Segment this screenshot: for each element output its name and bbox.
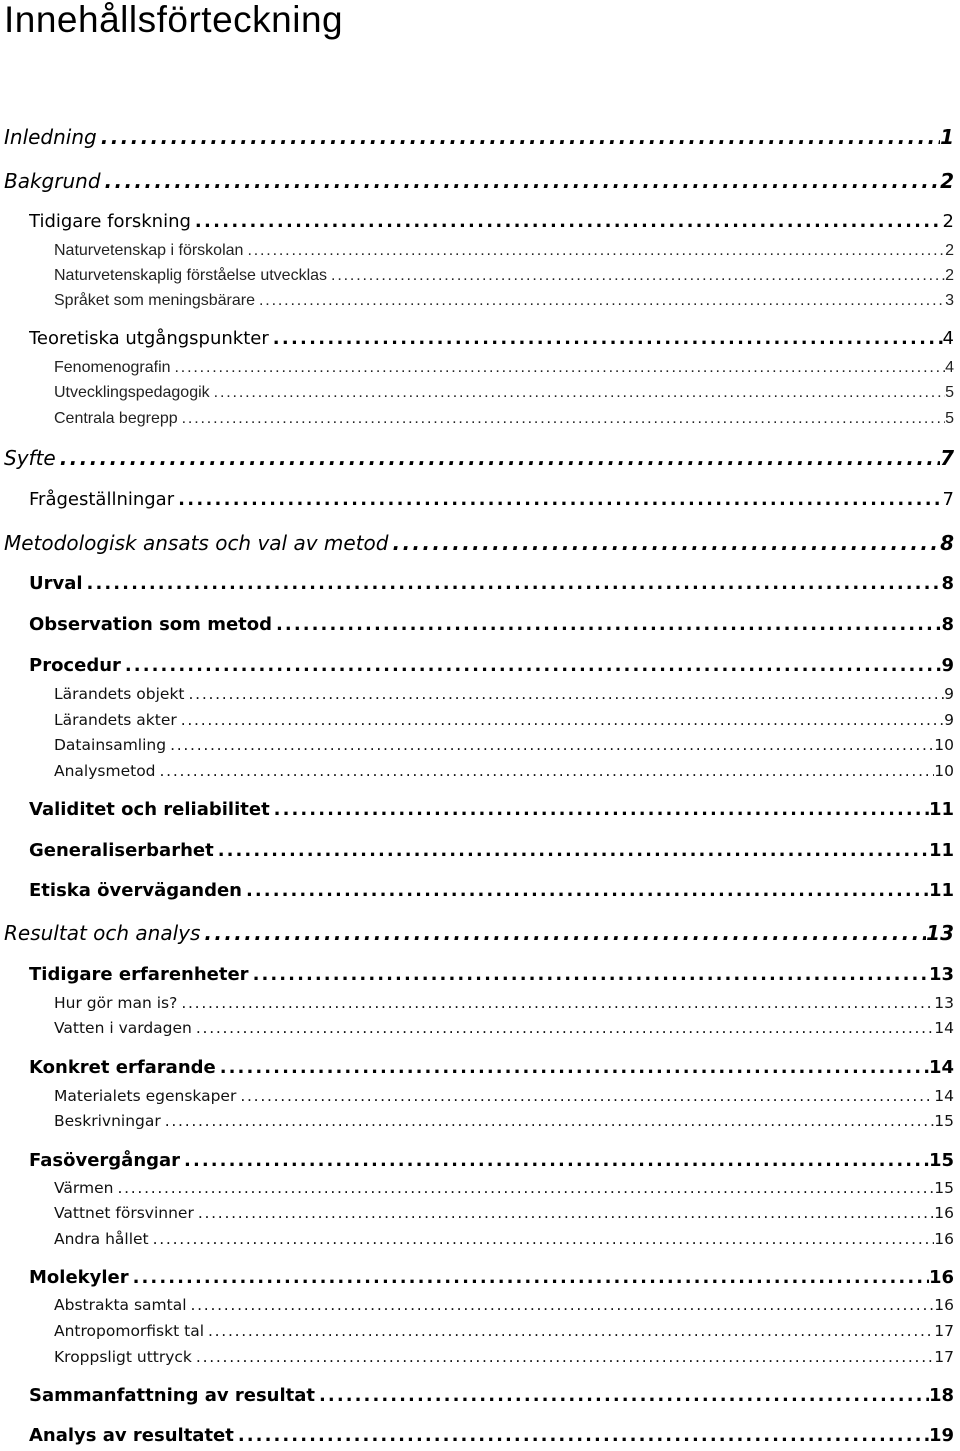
- toc-entry-title: Centrala begrepp: [54, 410, 178, 427]
- toc-entry-validitet-och-reliabilitet[interactable]: [29, 795, 954, 825]
- toc-entry-vatten-i-vardagen[interactable]: [54, 1013, 954, 1043]
- toc-entry-urval[interactable]: [29, 569, 954, 599]
- dot-leader: [56, 443, 940, 473]
- toc-entry-title: Vattnet försvinner: [54, 1204, 194, 1222]
- toc-entry-page: 15: [934, 1112, 954, 1130]
- dot-leader: [272, 610, 941, 640]
- toc-entry-title: Fenomenografin: [54, 359, 171, 376]
- dot-leader: [97, 122, 940, 152]
- toc-entry-page: 10: [934, 736, 954, 754]
- toc-entry-page: 8: [940, 531, 954, 555]
- toc-entry-title: Frågeställningar: [29, 489, 175, 510]
- toc-entry-page: 16: [928, 1267, 954, 1288]
- toc-entry-page: 18: [928, 1385, 954, 1406]
- toc-entry-title: Värmen: [54, 1179, 114, 1197]
- toc-entry-bakgrund[interactable]: [4, 166, 954, 196]
- toc-entry-title: Datainsamling: [54, 736, 167, 754]
- dot-leader: [174, 485, 942, 515]
- toc-entry-title: Språket som meningsbärare: [54, 292, 255, 309]
- toc-entry-page: 11: [928, 799, 954, 820]
- toc-entry-title: Antropomorfiskt tal: [54, 1322, 204, 1340]
- toc-entry-andra-hallet[interactable]: [54, 1224, 954, 1254]
- toc-entry-title: Kroppsligt uttryck: [54, 1348, 192, 1366]
- dot-leader: [269, 324, 943, 354]
- toc-entry-title: Analysmetod: [54, 762, 156, 780]
- toc-entry-page: 14: [934, 1087, 954, 1105]
- toc-entry-title: Beskrivningar: [54, 1112, 161, 1130]
- toc-entry-title: Lärandets objekt: [54, 685, 185, 703]
- toc-entry-page: 17: [934, 1348, 954, 1366]
- toc-entry-page: 14: [934, 1019, 954, 1037]
- toc-entry-metodologisk-ansats[interactable]: [4, 528, 954, 558]
- toc-entry-title: Molekyler: [29, 1267, 129, 1288]
- toc-entry-title: Konkret erfarande: [29, 1057, 216, 1078]
- dot-leader: [180, 1146, 929, 1176]
- toc-entry-title: Vatten i vardagen: [54, 1019, 192, 1037]
- toc-entry-page: 11: [928, 840, 954, 861]
- toc-entry-page: 9: [944, 685, 954, 703]
- toc-entry-syfte[interactable]: [4, 443, 954, 473]
- dot-leader: [315, 1381, 929, 1411]
- toc-entry-page: 8: [941, 614, 954, 635]
- dot-leader: [192, 1013, 934, 1043]
- toc-entry-analysmetod[interactable]: [54, 756, 954, 786]
- toc-entry-sammanfattning-av-resultat[interactable]: [29, 1381, 954, 1411]
- toc-entry-title: Hur gör man is?: [54, 994, 178, 1012]
- toc-entry-title: Metodologisk ansats och val av metod: [4, 531, 389, 555]
- toc-entry-title: Materialets egenskaper: [54, 1087, 237, 1105]
- toc-entry-page: 17: [934, 1322, 954, 1340]
- toc-entry-page: 5: [945, 410, 954, 427]
- toc-entry-title: Fasövergångar: [29, 1150, 181, 1171]
- toc-entry-page: 13: [928, 964, 954, 985]
- dot-leader: [161, 1106, 935, 1136]
- toc-entry-tidigare-erfarenheter[interactable]: [29, 960, 954, 990]
- toc-entry-fasovergangar[interactable]: [29, 1146, 954, 1176]
- toc-entry-page: 2: [942, 211, 954, 232]
- toc-entry-title: Tidigare erfarenheter: [29, 964, 249, 985]
- toc-entry-page: 4: [942, 328, 954, 349]
- toc-entry-fragestallningar[interactable]: [29, 485, 954, 515]
- toc-entry-spraket-som-meningsbarare[interactable]: [54, 286, 954, 316]
- toc-entry-title: Naturvetenskaplig förståelse utvecklas: [54, 267, 328, 284]
- toc-entry-teoretiska-utgangspunkter[interactable]: [29, 324, 954, 354]
- toc-entry-kroppsligt-uttryck[interactable]: [54, 1342, 954, 1372]
- toc-entry-page: 8: [941, 573, 954, 594]
- toc-entry-page: 16: [934, 1296, 954, 1314]
- toc-entry-page: 1: [940, 125, 954, 149]
- dot-leader: [214, 836, 929, 866]
- dot-leader: [101, 166, 941, 196]
- toc-entry-page: 13: [934, 994, 954, 1012]
- toc-entry-resultat-och-analys[interactable]: [4, 918, 954, 948]
- toc-entry-title: Tidigare forskning: [29, 211, 191, 232]
- toc-entry-molekyler[interactable]: [29, 1263, 954, 1293]
- toc-entry-title: Teoretiska utgångspunkter: [29, 328, 269, 349]
- toc-entry-title: Generaliserbarhet: [29, 840, 214, 861]
- toc-entry-konkret-erfarande[interactable]: [29, 1053, 954, 1083]
- dot-leader: [191, 207, 943, 237]
- dot-leader: [156, 756, 935, 786]
- toc-entry-title: Sammanfattning av resultat: [29, 1385, 316, 1406]
- toc-entry-page: 7: [942, 489, 954, 510]
- dot-leader: [121, 651, 942, 681]
- toc-entry-title: Andra hållet: [54, 1230, 149, 1248]
- dot-leader: [242, 876, 929, 906]
- toc-entry-title: Naturvetenskap i förskolan: [54, 242, 244, 259]
- toc-entry-page: 13: [926, 921, 954, 945]
- dot-leader: [249, 960, 929, 990]
- toc-entry-analys-av-resultatet[interactable]: [29, 1421, 954, 1451]
- toc-entry-etiska-overvaganden[interactable]: [29, 876, 954, 906]
- dot-leader: [83, 569, 942, 599]
- toc-entry-title: Analys av resultatet: [29, 1425, 234, 1446]
- toc-entry-title: Inledning: [4, 125, 97, 149]
- dot-leader: [178, 404, 945, 434]
- dot-leader: [216, 1053, 929, 1083]
- toc-entry-title: Lärandets akter: [54, 711, 177, 729]
- toc-entry-page: 2: [945, 242, 954, 259]
- toc-entry-title: Urval: [29, 573, 83, 594]
- toc-entry-generaliserbarhet[interactable]: [29, 836, 954, 866]
- toc-entry-page: 2: [940, 169, 954, 193]
- toc-entry-title: Resultat och analys: [4, 921, 201, 945]
- toc-entry-title: Abstrakta samtal: [54, 1296, 187, 1314]
- toc-entry-page: 7: [940, 446, 954, 470]
- toc-entry-page: 19: [928, 1425, 954, 1446]
- dot-leader: [149, 1224, 935, 1254]
- toc-entry-page: 11: [928, 880, 954, 901]
- toc-entry-observation-som-metod[interactable]: [29, 610, 954, 640]
- toc-entry-tidigare-forskning[interactable]: [29, 207, 954, 237]
- toc-entry-page: 3: [945, 292, 954, 309]
- dot-leader: [200, 918, 926, 948]
- toc-entry-procedur[interactable]: [29, 651, 954, 681]
- toc-entry-page: 10: [934, 762, 954, 780]
- toc-entry-title: Bakgrund: [4, 169, 101, 193]
- dot-leader: [270, 795, 929, 825]
- toc-entry-title: Observation som metod: [29, 614, 273, 635]
- toc-entry-title: Etiska överväganden: [29, 880, 242, 901]
- toc-entry-centrala-begrepp[interactable]: [54, 404, 954, 434]
- toc-entry-page: 15: [934, 1179, 954, 1197]
- page-title: Innehållsförteckning: [4, 0, 344, 40]
- toc-entry-title: Syfte: [4, 446, 56, 470]
- dot-leader: [255, 286, 945, 316]
- toc-entry-title: Validitet och reliabilitet: [29, 799, 270, 820]
- toc-entry-page: 9: [941, 655, 954, 676]
- toc-entry-page: 15: [928, 1150, 954, 1171]
- dot-leader: [388, 528, 940, 558]
- toc-entry-title: Utvecklingspedagogik: [54, 384, 210, 401]
- toc-entry-page: 16: [934, 1230, 954, 1248]
- dot-leader: [192, 1342, 934, 1372]
- toc-entry-page: 9: [944, 711, 954, 729]
- toc-entry-page: 5: [945, 384, 954, 401]
- toc-entry-page: 2: [945, 267, 954, 284]
- toc-entry-page: 16: [934, 1204, 954, 1222]
- toc-entry-title: Procedur: [29, 655, 121, 676]
- toc-entry-page: 14: [928, 1057, 954, 1078]
- toc-entry-page: 4: [945, 359, 954, 376]
- toc-entry-beskrivningar[interactable]: [54, 1106, 954, 1136]
- toc-entry-inledning[interactable]: [4, 122, 954, 152]
- dot-leader: [234, 1421, 929, 1451]
- dot-leader: [129, 1263, 929, 1293]
